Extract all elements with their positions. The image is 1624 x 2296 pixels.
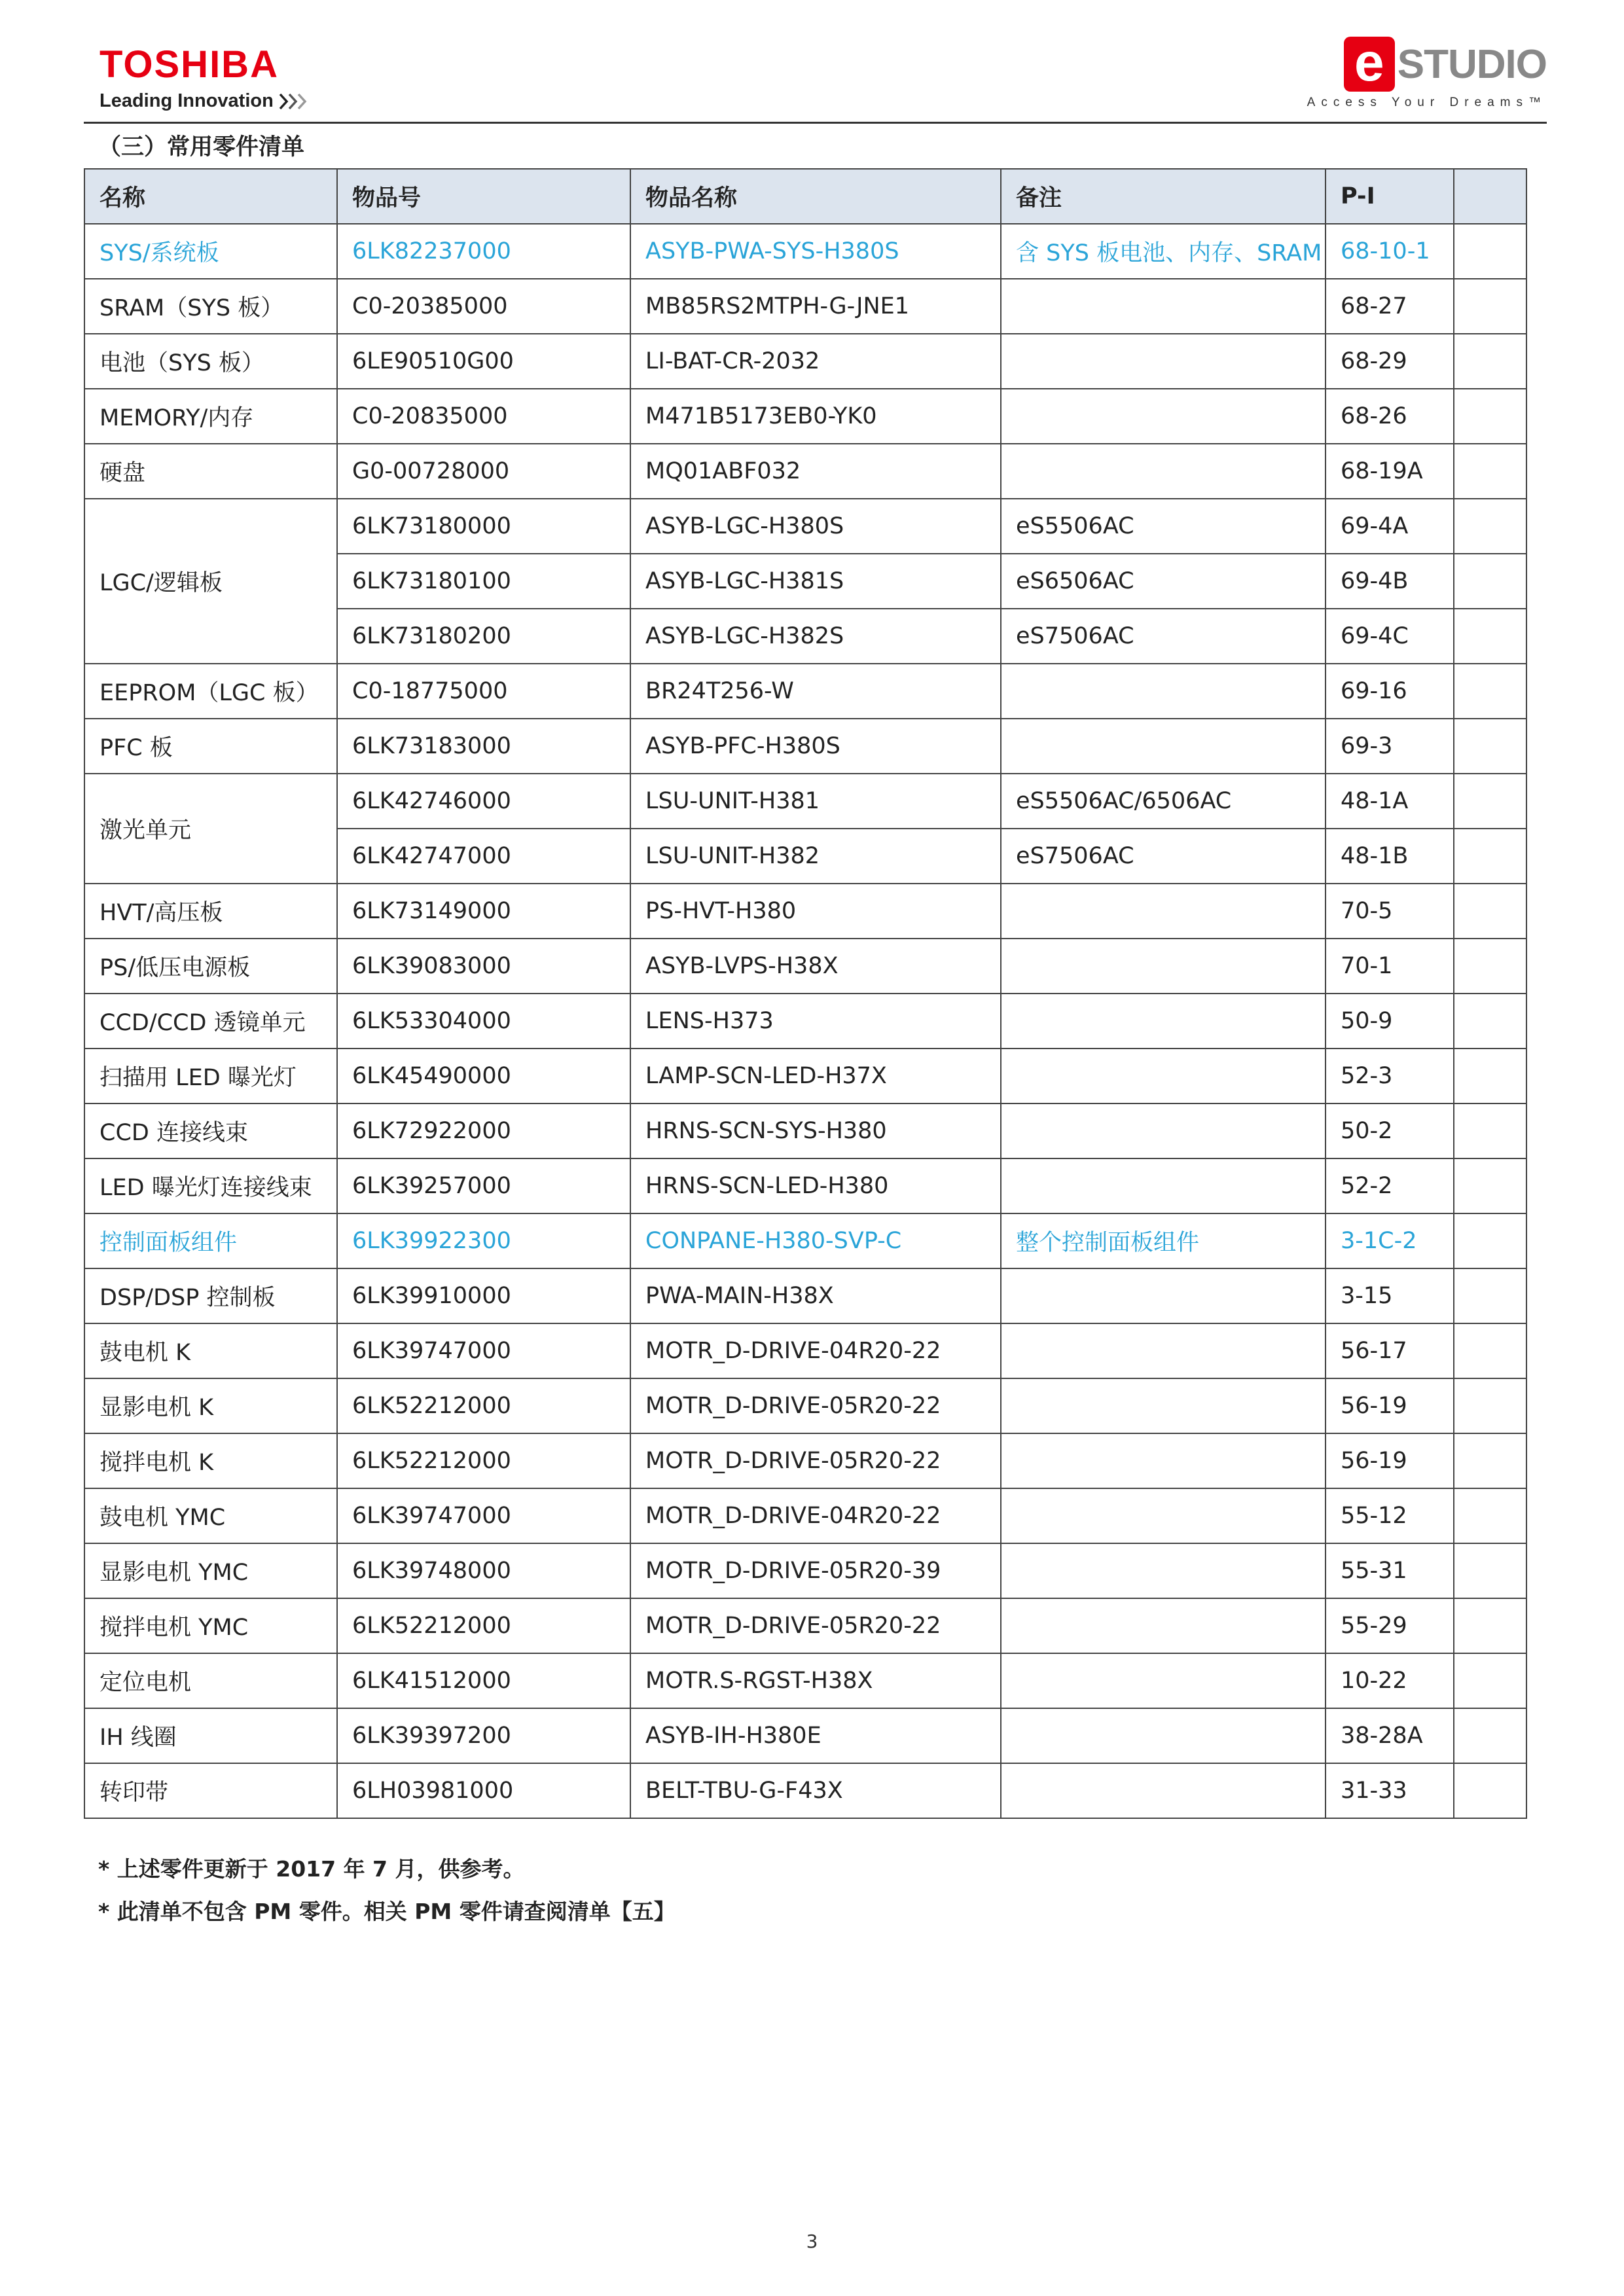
cell-blank <box>1454 1049 1526 1103</box>
cell-pi: 69-16 <box>1326 664 1454 719</box>
cell-remark <box>1001 1103 1326 1158</box>
cell-part-no: 6LK52212000 <box>337 1598 630 1653</box>
cell-part-no: 6LK72922000 <box>337 1103 630 1158</box>
cell-remark: eS5506AC <box>1001 499 1326 554</box>
cell-part-name: MB85RS2MTPH-G-JNE1 <box>630 279 1001 334</box>
cell-blank <box>1454 939 1526 994</box>
cell-blank <box>1454 389 1526 444</box>
table-row <box>84 444 1526 499</box>
cell-part-no: 6LK39922300 <box>337 1213 630 1268</box>
table-row <box>84 389 1526 444</box>
cell-name: CCD/CCD 透镜单元 <box>84 994 337 1049</box>
cell-remark <box>1001 1049 1326 1103</box>
table-row <box>84 1653 1526 1708</box>
table-row <box>84 939 1526 994</box>
cell-remark <box>1001 444 1326 499</box>
tagline-text: Leading Innovation <box>99 90 274 111</box>
table-row <box>84 279 1526 334</box>
cell-pi: 70-1 <box>1326 939 1454 994</box>
cell-part-no: C0-20385000 <box>337 279 630 334</box>
cell-name: EEPROM（LGC 板） <box>84 664 337 719</box>
cell-pi: 48-1A <box>1326 774 1454 829</box>
cell-pi: 50-2 <box>1326 1103 1454 1158</box>
cell-remark <box>1001 1653 1326 1708</box>
column-header-remark: 备注 <box>1001 169 1326 224</box>
cell-name: 鼓电机 YMC <box>84 1488 337 1543</box>
cell-part-no: 6LK73149000 <box>337 884 630 939</box>
cell-remark <box>1001 884 1326 939</box>
cell-name: 激光单元 <box>84 774 337 884</box>
cell-remark <box>1001 334 1326 389</box>
cell-part-name: LI-BAT-CR-2032 <box>630 334 1001 389</box>
cell-remark <box>1001 939 1326 994</box>
cell-pi: 48-1B <box>1326 829 1454 884</box>
table-row <box>84 719 1526 774</box>
cell-part-no: 6LK39747000 <box>337 1488 630 1543</box>
column-header-part-no: 物品号 <box>337 169 630 224</box>
cell-part-name: MOTR_D-DRIVE-05R20-39 <box>630 1543 1001 1598</box>
cell-name: CCD 连接线束 <box>84 1103 337 1158</box>
cell-pi: 55-12 <box>1326 1488 1454 1543</box>
cell-pi: 56-17 <box>1326 1323 1454 1378</box>
cell-name: 转印带 <box>84 1763 337 1818</box>
cell-name: 定位电机 <box>84 1653 337 1708</box>
cell-part-no: 6LK41512000 <box>337 1653 630 1708</box>
table-row <box>84 224 1526 279</box>
cell-part-name: CONPANE-H380-SVP-C <box>630 1213 1001 1268</box>
cell-name: 电池（SYS 板） <box>84 334 337 389</box>
table-row <box>84 1158 1526 1213</box>
cell-name: SRAM（SYS 板） <box>84 279 337 334</box>
cell-pi: 68-10-1 <box>1326 224 1454 279</box>
cell-part-name: MOTR_D-DRIVE-05R20-22 <box>630 1378 1001 1433</box>
cell-blank <box>1454 224 1526 279</box>
cell-blank <box>1454 774 1526 829</box>
cell-part-name: LSU-UNIT-H382 <box>630 829 1001 884</box>
cell-remark <box>1001 1543 1326 1598</box>
cell-name: 控制面板组件 <box>84 1213 337 1268</box>
cell-pi: 69-4B <box>1326 554 1454 609</box>
cell-part-name: LSU-UNIT-H381 <box>630 774 1001 829</box>
table-row <box>84 1598 1526 1653</box>
cell-blank <box>1454 664 1526 719</box>
cell-part-no: C0-18775000 <box>337 664 630 719</box>
cell-name: 硬盘 <box>84 444 337 499</box>
cell-blank <box>1454 1763 1526 1818</box>
cell-part-no: 6LK82237000 <box>337 224 630 279</box>
cell-pi: 31-33 <box>1326 1763 1454 1818</box>
table-header <box>84 169 1526 224</box>
cell-part-no: 6LK39748000 <box>337 1543 630 1598</box>
cell-remark <box>1001 1763 1326 1818</box>
cell-part-no: 6LK73180000 <box>337 499 630 554</box>
cell-part-name: MOTR_D-DRIVE-05R20-22 <box>630 1598 1001 1653</box>
cell-name: HVT/高压板 <box>84 884 337 939</box>
cell-name: SYS/系统板 <box>84 224 337 279</box>
cell-pi: 56-19 <box>1326 1378 1454 1433</box>
page-number: 3 <box>806 2231 818 2252</box>
cell-part-name: MOTR_D-DRIVE-05R20-22 <box>630 1433 1001 1488</box>
estudio-logo <box>1298 34 1547 110</box>
column-header-pi: P-I <box>1326 169 1454 224</box>
cell-remark: eS7506AC <box>1001 829 1326 884</box>
cell-part-name: ASYB-LGC-H382S <box>630 609 1001 664</box>
cell-blank <box>1454 1708 1526 1763</box>
cell-part-no: 6LE90510G00 <box>337 334 630 389</box>
table-row <box>84 1323 1526 1378</box>
cell-pi: 3-1C-2 <box>1326 1213 1454 1268</box>
cell-pi: 10-22 <box>1326 1653 1454 1708</box>
cell-blank <box>1454 334 1526 389</box>
cell-part-name: ASYB-LGC-H380S <box>630 499 1001 554</box>
cell-part-no: 6LK52212000 <box>337 1433 630 1488</box>
cell-pi: 68-27 <box>1326 279 1454 334</box>
cell-blank <box>1454 554 1526 609</box>
cell-blank <box>1454 884 1526 939</box>
cell-part-no: 6LK52212000 <box>337 1378 630 1433</box>
cell-part-name: BELT-TBU-G-F43X <box>630 1763 1001 1818</box>
cell-blank <box>1454 1488 1526 1543</box>
cell-remark <box>1001 664 1326 719</box>
cell-blank <box>1454 994 1526 1049</box>
cell-pi: 69-3 <box>1326 719 1454 774</box>
cell-name: DSP/DSP 控制板 <box>84 1268 337 1323</box>
estudio-e-mark: e <box>1344 37 1395 92</box>
cell-blank <box>1454 829 1526 884</box>
table-body <box>84 224 1526 1818</box>
cell-pi: 50-9 <box>1326 994 1454 1049</box>
cell-blank <box>1454 1378 1526 1433</box>
cell-name: PS/低压电源板 <box>84 939 337 994</box>
cell-part-name: PS-HVT-H380 <box>630 884 1001 939</box>
table-row <box>84 1213 1526 1268</box>
cell-part-name: HRNS-SCN-LED-H380 <box>630 1158 1001 1213</box>
cell-part-no: G0-00728000 <box>337 444 630 499</box>
cell-remark <box>1001 1433 1326 1488</box>
cell-remark <box>1001 389 1326 444</box>
cell-part-no: 6LK73183000 <box>337 719 630 774</box>
cell-part-no: 6LK39747000 <box>337 1323 630 1378</box>
cell-part-name: HRNS-SCN-SYS-H380 <box>630 1103 1001 1158</box>
cell-part-no: 6LK42747000 <box>337 829 630 884</box>
column-header-name: 名称 <box>84 169 337 224</box>
cell-part-no: C0-20835000 <box>337 389 630 444</box>
cell-part-name: PWA-MAIN-H38X <box>630 1268 1001 1323</box>
table-row <box>84 499 1526 554</box>
cell-blank <box>1454 609 1526 664</box>
table-row <box>84 664 1526 719</box>
cell-part-no: 6LK73180200 <box>337 609 630 664</box>
table-row <box>84 334 1526 389</box>
cell-part-name: MOTR_D-DRIVE-04R20-22 <box>630 1488 1001 1543</box>
cell-blank <box>1454 1158 1526 1213</box>
cell-name: MEMORY/内存 <box>84 389 337 444</box>
cell-part-name: ASYB-LVPS-H38X <box>630 939 1001 994</box>
table-row <box>84 1103 1526 1158</box>
cell-name: PFC 板 <box>84 719 337 774</box>
cell-name: 鼓电机 K <box>84 1323 337 1378</box>
cell-part-no: 6LK53304000 <box>337 994 630 1049</box>
estudio-wordmark <box>1298 34 1547 94</box>
cell-name: LED 曝光灯连接线束 <box>84 1158 337 1213</box>
footnote-update: * 上述零件更新于 2017 年 7 月，供参考。 <box>98 1856 525 1882</box>
cell-remark <box>1001 1598 1326 1653</box>
toshiba-logo <box>99 43 313 112</box>
cell-blank <box>1454 444 1526 499</box>
table-row <box>84 884 1526 939</box>
cell-remark <box>1001 1268 1326 1323</box>
cell-pi: 68-19A <box>1326 444 1454 499</box>
cell-remark <box>1001 994 1326 1049</box>
cell-part-no: 6LK39910000 <box>337 1268 630 1323</box>
cell-pi: 70-5 <box>1326 884 1454 939</box>
cell-pi: 68-26 <box>1326 389 1454 444</box>
cell-pi: 69-4A <box>1326 499 1454 554</box>
parts-table <box>84 168 1527 1819</box>
cell-name: IH 线圈 <box>84 1708 337 1763</box>
footnote-pm: * 此清单不包含 PM 零件。相关 PM 零件请查阅清单【五】 <box>98 1899 676 1924</box>
cell-part-name: BR24T256-W <box>630 664 1001 719</box>
cell-blank <box>1454 1433 1526 1488</box>
cell-remark <box>1001 1488 1326 1543</box>
cell-part-no: 6LH03981000 <box>337 1763 630 1818</box>
cell-part-no: 6LK42746000 <box>337 774 630 829</box>
table-header-row <box>84 169 1526 224</box>
cell-remark <box>1001 1158 1326 1213</box>
cell-pi: 55-31 <box>1326 1543 1454 1598</box>
cell-pi: 56-19 <box>1326 1433 1454 1488</box>
cell-part-no: 6LK39083000 <box>337 939 630 994</box>
cell-blank <box>1454 1323 1526 1378</box>
cell-remark <box>1001 279 1326 334</box>
cell-blank <box>1454 279 1526 334</box>
cell-name: 搅拌电机 K <box>84 1433 337 1488</box>
cell-blank <box>1454 1213 1526 1268</box>
cell-name: LGC/逻辑板 <box>84 499 337 664</box>
cell-blank <box>1454 1598 1526 1653</box>
cell-remark <box>1001 1708 1326 1763</box>
cell-remark: 含 SYS 板电池、内存、SRAM <box>1001 224 1326 279</box>
cell-pi: 52-2 <box>1326 1158 1454 1213</box>
brand-tagline <box>99 90 313 112</box>
cell-part-name: MQ01ABF032 <box>630 444 1001 499</box>
cell-blank <box>1454 1543 1526 1598</box>
cell-part-no: 6LK45490000 <box>337 1049 630 1103</box>
cell-part-name: MOTR.S-RGST-H38X <box>630 1653 1001 1708</box>
table-row <box>84 1488 1526 1543</box>
table-row <box>84 1543 1526 1598</box>
estudio-slogan: Access Your Dreams™ <box>1307 96 1547 109</box>
cell-pi: 69-4C <box>1326 609 1454 664</box>
chevrons-icon <box>279 93 313 110</box>
cell-part-name: ASYB-LGC-H381S <box>630 554 1001 609</box>
column-header-blank <box>1454 169 1526 224</box>
cell-remark: 整个控制面板组件 <box>1001 1213 1326 1268</box>
column-header-part-name: 物品名称 <box>630 169 1001 224</box>
cell-part-no: 6LK73180100 <box>337 554 630 609</box>
table-row <box>84 1763 1526 1818</box>
cell-pi: 55-29 <box>1326 1598 1454 1653</box>
cell-blank <box>1454 1268 1526 1323</box>
cell-remark: eS6506AC <box>1001 554 1326 609</box>
cell-part-name: MOTR_D-DRIVE-04R20-22 <box>630 1323 1001 1378</box>
cell-part-name: ASYB-IH-H380E <box>630 1708 1001 1763</box>
cell-pi: 3-15 <box>1326 1268 1454 1323</box>
cell-part-no: 6LK39397200 <box>337 1708 630 1763</box>
table-row <box>84 994 1526 1049</box>
table-row <box>84 1378 1526 1433</box>
cell-remark: eS5506AC/6506AC <box>1001 774 1326 829</box>
cell-pi: 38-28A <box>1326 1708 1454 1763</box>
table-row <box>84 1433 1526 1488</box>
cell-name: 显影电机 K <box>84 1378 337 1433</box>
cell-part-name: LAMP-SCN-LED-H37X <box>630 1049 1001 1103</box>
cell-pi: 52-3 <box>1326 1049 1454 1103</box>
cell-name: 搅拌电机 YMC <box>84 1598 337 1653</box>
cell-remark <box>1001 719 1326 774</box>
cell-remark <box>1001 1323 1326 1378</box>
brand-name: TOSHIBA <box>99 43 279 86</box>
cell-name: 显影电机 YMC <box>84 1543 337 1598</box>
cell-blank <box>1454 719 1526 774</box>
cell-part-name: LENS-H373 <box>630 994 1001 1049</box>
table-row <box>84 774 1526 829</box>
section-title: （三）常用零件清单 <box>98 134 305 160</box>
cell-part-name: ASYB-PWA-SYS-H380S <box>630 224 1001 279</box>
header-divider <box>84 122 1547 124</box>
table-row <box>84 1268 1526 1323</box>
cell-blank <box>1454 1653 1526 1708</box>
cell-blank <box>1454 1103 1526 1158</box>
table-row <box>84 1708 1526 1763</box>
cell-part-name: M471B5173EB0-YK0 <box>630 389 1001 444</box>
cell-blank <box>1454 499 1526 554</box>
estudio-text: STUDIO <box>1397 41 1547 87</box>
cell-name: 扫描用 LED 曝光灯 <box>84 1049 337 1103</box>
cell-remark <box>1001 1378 1326 1433</box>
cell-part-name: ASYB-PFC-H380S <box>630 719 1001 774</box>
cell-part-no: 6LK39257000 <box>337 1158 630 1213</box>
cell-remark: eS7506AC <box>1001 609 1326 664</box>
table-row <box>84 1049 1526 1103</box>
cell-pi: 68-29 <box>1326 334 1454 389</box>
